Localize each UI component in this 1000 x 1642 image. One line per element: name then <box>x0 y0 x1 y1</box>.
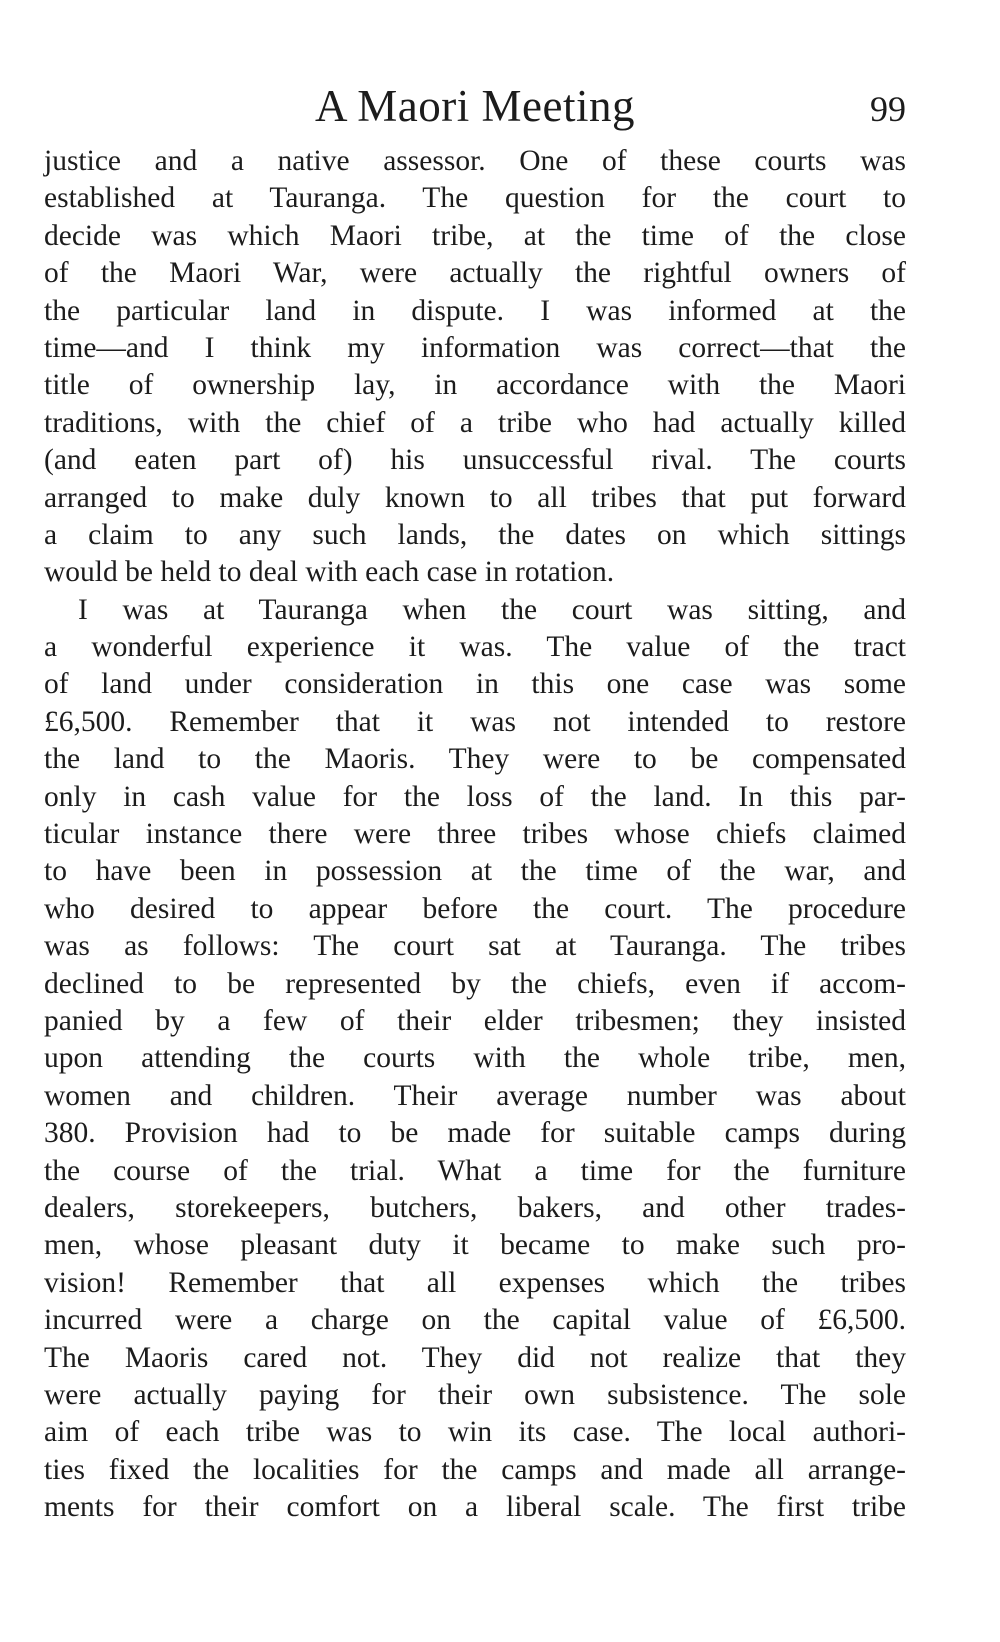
page-number: 99 <box>870 89 906 129</box>
text-line: (and eaten part of) his unsuccessful rival. The courts <box>44 444 906 477</box>
text-line: to have been in possession at the time of the war, and <box>44 855 906 888</box>
text-line: upon attending the courts with the whole tribe, men, <box>44 1042 906 1075</box>
text-line: men, whose pleasant duty it became to make such pro- <box>44 1229 906 1262</box>
text-line: were actually paying for their own subsistence. The sole <box>44 1378 906 1411</box>
text-line: the particular land in dispute. I was informed at the <box>44 294 906 327</box>
text-line: 380. Provision had to be made for suitable camps during <box>44 1117 906 1150</box>
text-line: was as follows: The court sat at Tauranga. The tribes <box>44 930 906 963</box>
text-line: a wonderful experience it was. The value of the tract <box>44 631 906 664</box>
text-line: the course of the trial. What a time for the furniture <box>44 1154 906 1187</box>
text-line: dealers, storekeepers, butchers, bakers, and other trades- <box>44 1191 906 1224</box>
text-line: incurred were a charge on the capital value of £6,500. <box>44 1304 906 1337</box>
text-line: time—and I think my information was correct—that the <box>44 331 906 364</box>
text-line: of the Maori War, were actually the rightful owners of <box>44 257 906 290</box>
text-line: the land to the Maoris. They were to be compensated <box>44 743 906 776</box>
text-line: a claim to any such lands, the dates on which sittings <box>44 518 906 551</box>
text-line: of land under consideration in this one case was some <box>44 668 906 701</box>
text-line: ments for their comfort on a liberal scale. The first tribe <box>44 1491 906 1524</box>
text-line: £6,500. Remember that it was not intended to restore <box>44 705 906 738</box>
text-line: title of ownership lay, in accordance with the Maori <box>44 369 906 402</box>
text-line: ticular instance there were three tribes whose chiefs claimed <box>44 818 906 851</box>
text-line: established at Tauranga. The question for the court to <box>44 182 906 215</box>
text-line: traditions, with the chief of a tribe who had actually killed <box>44 406 906 439</box>
text-line: only in cash value for the loss of the land. In this par- <box>44 780 906 813</box>
text-line: justice and a native assessor. One of these courts was <box>44 145 906 177</box>
text-line: declined to be represented by the chiefs, even if accom- <box>44 967 906 1000</box>
page-header <box>44 78 906 138</box>
text-line: ties fixed the localities for the camps and made all arrange- <box>44 1453 906 1486</box>
text-line: arranged to make duly known to all tribes that put forward <box>44 481 906 514</box>
text-line: panied by a few of their elder tribesmen; they insisted <box>44 1004 906 1037</box>
body-text <box>44 143 906 1526</box>
text-line: vision! Remember that all expenses which the tribes <box>44 1266 906 1299</box>
text-line: aim of each tribe was to win its case. The local authori- <box>44 1416 906 1449</box>
text-line: The Maoris cared not. They did not realize that they <box>44 1341 906 1374</box>
paragraph-start-line: I was at Tauranga when the court was sitting, and <box>78 593 906 626</box>
paragraph-end-line: would be held to deal with each case in rotation. <box>44 556 615 589</box>
running-title: A Maori Meeting <box>315 81 635 131</box>
text-line: women and children. Their average number was about <box>44 1079 906 1112</box>
text-line: who desired to appear before the court. The procedure <box>44 892 906 925</box>
text-line: decide was which Maori tribe, at the time of the close <box>44 219 906 252</box>
